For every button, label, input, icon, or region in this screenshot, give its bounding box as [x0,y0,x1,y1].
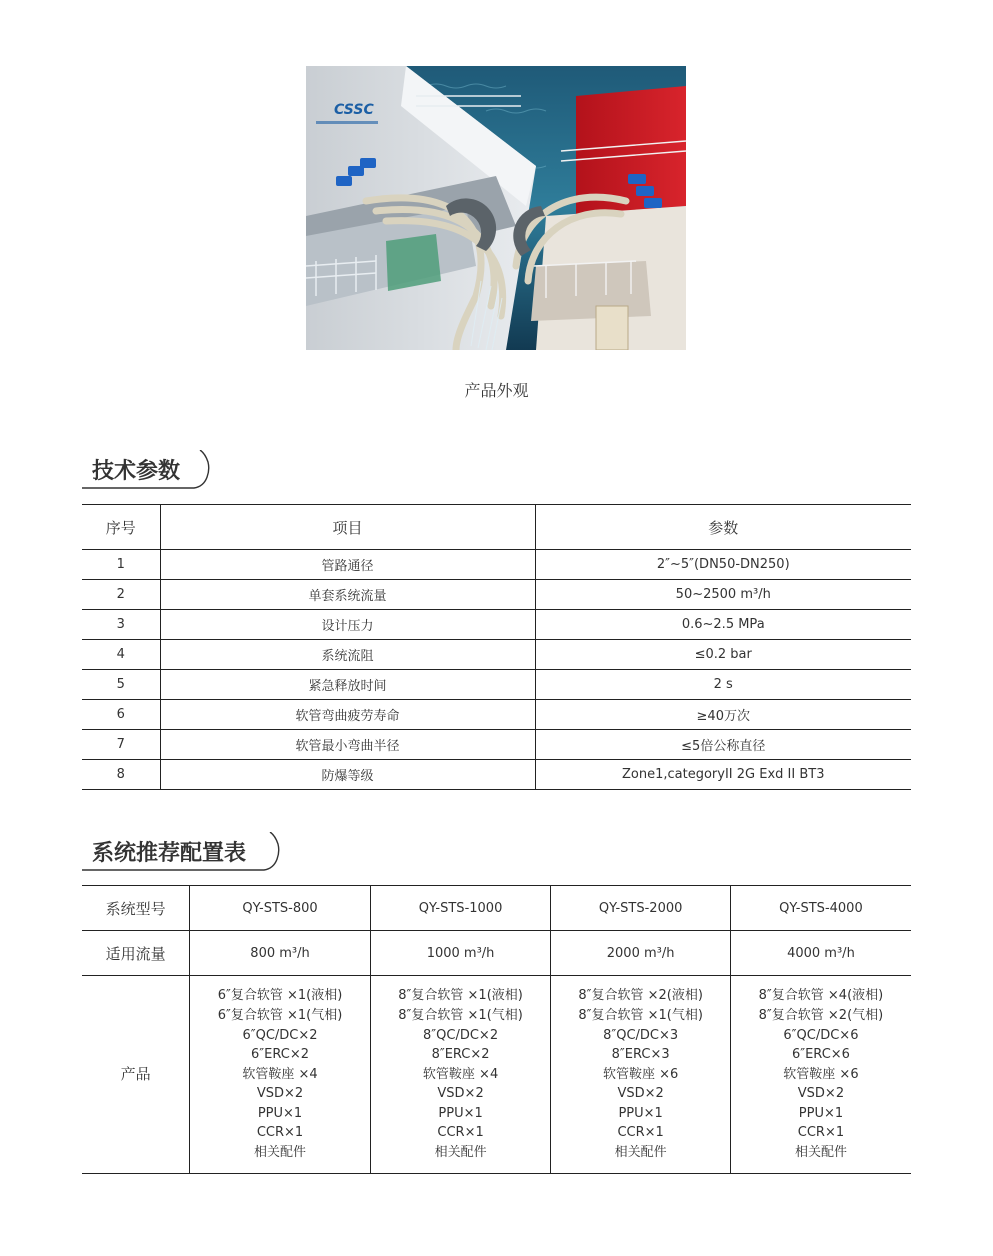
row-index: 6 [82,700,160,730]
product-image [306,66,686,350]
product-list [730,976,911,1174]
row-item: 设计压力 [160,610,535,640]
table-row-products [82,976,911,1174]
row-index: 2 [82,580,160,610]
header-param: 参数 [535,505,911,550]
model-cell: QY-STS-4000 [730,886,911,931]
table-row [82,550,911,580]
product-item: 8″复合软管 ×4(液相) [758,988,884,1004]
tech-params-title: 技术参数 [92,459,181,484]
product-list [190,976,371,1174]
product-item: 8″复合软管 ×1(气相) [578,1007,703,1023]
row-item: 软管最小弯曲半径 [160,730,535,760]
product-item: VSD×2 [256,1086,304,1102]
row-value: 2 s [535,670,911,700]
product-item: VSD×2 [617,1086,664,1102]
product-item: 8″复合软管 ×1(气相) [398,1007,523,1023]
row-index: 8 [82,760,160,790]
table-row [82,610,911,640]
model-cell: QY-STS-2000 [551,886,731,931]
flow-cell: 2000 m³/h [551,931,731,976]
flow-cell: 4000 m³/h [730,931,911,976]
product-caption: 产品外观 [464,381,529,400]
product-item: CCR×1 [437,1125,484,1141]
table-row [82,640,911,670]
svg-text:CSSC: CSSC [334,102,374,118]
table-row [82,700,911,730]
row-index: 5 [82,670,160,700]
row-item: 防爆等级 [160,760,535,790]
row-index: 1 [82,550,160,580]
product-item: PPU×1 [798,1105,844,1121]
row-item: 管路通径 [160,550,535,580]
product-list [370,976,551,1174]
product-item: VSD×2 [797,1086,845,1102]
product-list [551,976,731,1174]
row-item: 系统流阻 [160,640,535,670]
product-item: 相关配件 [254,1145,307,1161]
product-item: 软管鞍座 ×4 [422,1066,499,1082]
row-value: Zone1,categoryII 2G Exd II BT3 [535,760,911,790]
table-row [82,730,911,760]
product-item: 8″复合软管 ×2(气相) [758,1007,884,1023]
tech-params-table [82,504,911,790]
product-item: 6″ERC×6 [791,1047,850,1063]
row-label-products: 产品 [82,976,190,1174]
product-item: 相关配件 [614,1145,667,1161]
product-item: 软管鞍座 ×6 [602,1066,679,1082]
product-item: PPU×1 [438,1105,483,1121]
header-item: 项目 [160,505,535,550]
product-item: 软管鞍座 ×6 [783,1066,859,1082]
product-item: PPU×1 [257,1105,303,1121]
table-row [82,580,911,610]
row-value: ≤5倍公称直径 [535,730,911,760]
model-cell: QY-STS-800 [190,886,371,931]
product-item: CCR×1 [797,1125,845,1141]
product-item: 6″复合软管 ×1(液相) [217,988,343,1004]
flow-cell: 1000 m³/h [370,931,551,976]
product-item: 相关配件 [434,1145,487,1161]
model-cell: QY-STS-1000 [370,886,551,931]
product-item: 6″ERC×2 [251,1047,309,1063]
row-value: 0.6~2.5 MPa [535,610,911,640]
row-item: 软管弯曲疲劳寿命 [160,700,535,730]
header-index: 序号 [82,505,160,550]
product-item: 8″复合软管 ×2(液相) [578,988,703,1004]
row-value: ≥40万次 [535,700,911,730]
flow-cell: 800 m³/h [190,931,371,976]
product-item: PPU×1 [618,1105,663,1121]
row-index: 4 [82,640,160,670]
row-item: 单套系统流量 [160,580,535,610]
row-value: ≤0.2 bar [535,640,911,670]
row-value: 2″~5″(DN50-DN250) [535,550,911,580]
tech-params-heading [82,450,212,490]
row-item: 紧急释放时间 [160,670,535,700]
product-item: 6″QC/DC×2 [242,1027,318,1043]
config-table [82,885,911,1174]
product-item: 8″ERC×3 [611,1047,670,1063]
product-item: 8″ERC×2 [431,1047,490,1063]
row-label-flow: 适用流量 [82,931,190,976]
table-row-model [82,886,911,931]
product-item: CCR×1 [256,1125,304,1141]
table-row [82,670,911,700]
product-item: 8″复合软管 ×1(液相) [398,988,523,1004]
product-item: 软管鞍座 ×4 [242,1066,318,1082]
product-item: 8″QC/DC×2 [423,1027,499,1043]
table-header-row [82,505,911,550]
row-index: 7 [82,730,160,760]
row-label-model: 系统型号 [82,886,190,931]
product-item: 相关配件 [794,1145,847,1161]
product-item: VSD×2 [437,1086,484,1102]
config-heading [82,832,282,872]
table-row [82,760,911,790]
product-item: 6″QC/DC×6 [783,1027,859,1043]
table-row-flow [82,931,911,976]
product-item: CCR×1 [617,1125,664,1141]
row-value: 50~2500 m³/h [535,580,911,610]
row-index: 3 [82,610,160,640]
product-item: 6″复合软管 ×1(气相) [217,1007,343,1023]
product-item: 8″QC/DC×3 [603,1027,679,1043]
config-title: 系统推荐配置表 [92,841,247,866]
